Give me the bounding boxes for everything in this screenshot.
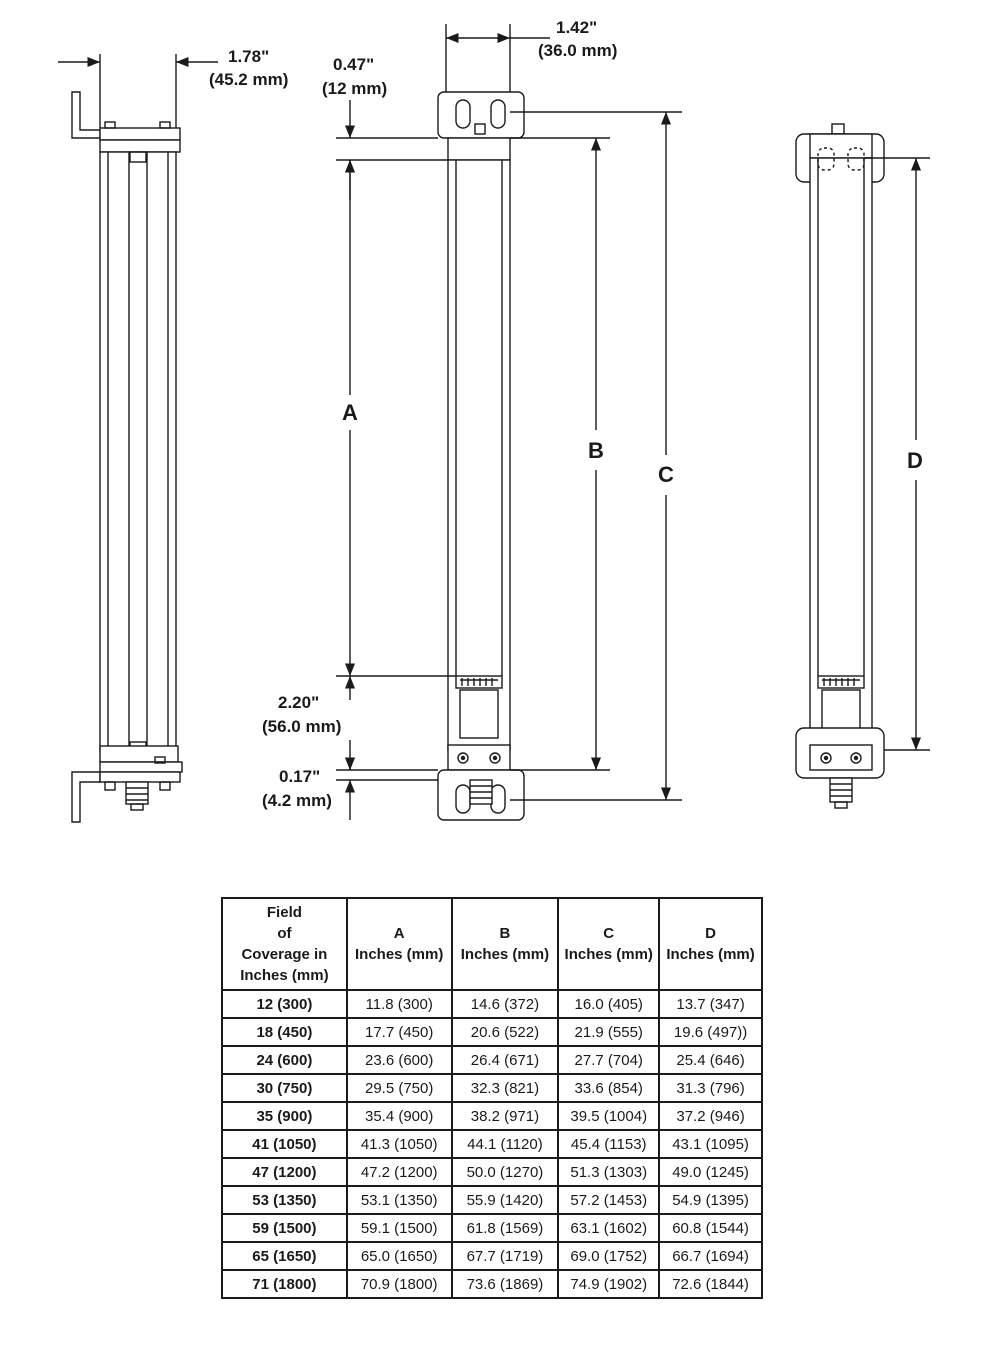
table-cell: 41.3 (1050): [347, 1130, 452, 1158]
table-cell: 54.9 (1395): [659, 1186, 762, 1214]
table-cell: 43.1 (1095): [659, 1130, 762, 1158]
rear-view: [796, 124, 884, 808]
bottom-window-dimension: [336, 676, 438, 770]
table-row: [222, 990, 762, 1018]
table-cell: 31.3 (796): [659, 1074, 762, 1102]
front-view: [438, 92, 524, 820]
table-cell: 35.4 (900): [347, 1102, 452, 1130]
header-field-of-coverage: [222, 898, 347, 990]
table-cell-coverage: 24 (600): [222, 1046, 347, 1074]
top-offset-inches-label: 0.47": [333, 55, 375, 74]
table-row: [222, 1270, 762, 1298]
table-cell: 72.6 (1844): [659, 1270, 762, 1298]
table-cell: 61.8 (1569): [452, 1214, 559, 1242]
table-row: [222, 1158, 762, 1186]
table-body: [222, 990, 762, 1298]
table-cell: 25.4 (646): [659, 1046, 762, 1074]
bracket-inches-label: 1.42": [556, 18, 598, 37]
bracket-mm-label: (36.0 mm): [538, 41, 618, 60]
table-cell-coverage: 59 (1500): [222, 1214, 347, 1242]
table-row: [222, 1074, 762, 1102]
table-row: [222, 1046, 762, 1074]
table-row: [222, 1186, 762, 1214]
table-cell: 73.6 (1869): [452, 1270, 559, 1298]
top-offset-dimension: [336, 100, 448, 200]
table-cell: 14.6 (372): [452, 990, 559, 1018]
table-cell: 38.2 (971): [452, 1102, 559, 1130]
label-a: A: [342, 400, 358, 425]
bottom-window-inches-label: 2.20": [278, 693, 320, 712]
table-cell: 45.4 (1153): [558, 1130, 659, 1158]
table-cell: 32.3 (821): [452, 1074, 559, 1102]
header-line: Inches (mm): [240, 967, 329, 984]
table-cell-coverage: 30 (750): [222, 1074, 347, 1102]
table-row: [222, 1130, 762, 1158]
table-cell: 57.2 (1453): [558, 1186, 659, 1214]
table-cell-coverage: 18 (450): [222, 1018, 347, 1046]
width-inches-label: 1.78": [228, 47, 270, 66]
table-cell: 53.1 (1350): [347, 1186, 452, 1214]
table-cell: 21.9 (555): [558, 1018, 659, 1046]
header-line: B: [499, 925, 511, 942]
table-row: [222, 1242, 762, 1270]
table-cell: 29.5 (750): [347, 1074, 452, 1102]
header-line: Inches (mm): [460, 946, 550, 963]
table-cell-coverage: 47 (1200): [222, 1158, 347, 1186]
table-cell: 19.6 (497)): [659, 1018, 762, 1046]
table-row: [222, 1214, 762, 1242]
table-cell-coverage: 41 (1050): [222, 1130, 347, 1158]
table-cell-coverage: 35 (900): [222, 1102, 347, 1130]
table-cell: 70.9 (1800): [347, 1270, 452, 1298]
table-cell: 66.7 (1694): [659, 1242, 762, 1270]
table-cell: 11.8 (300): [347, 990, 452, 1018]
table-cell: 51.3 (1303): [558, 1158, 659, 1186]
header-line: C: [603, 925, 615, 942]
table-cell: 26.4 (671): [452, 1046, 559, 1074]
table-cell-coverage: 12 (300): [222, 990, 347, 1018]
top-offset-mm-label: (12 mm): [322, 79, 388, 98]
table-cell: 50.0 (1270): [452, 1158, 559, 1186]
table-cell: 37.2 (946): [659, 1102, 762, 1130]
label-c: C: [658, 462, 674, 487]
bottom-window-mm-label: (56.0 mm): [262, 717, 342, 736]
table-cell: 65.0 (1650): [347, 1242, 452, 1270]
bottom-offset-dimension: [336, 758, 438, 820]
header-line: Inches (mm): [666, 946, 755, 963]
table-cell: 74.9 (1902): [558, 1270, 659, 1298]
table-cell: 55.9 (1420): [452, 1186, 559, 1214]
bracket-dimension: [446, 24, 550, 92]
table-cell: 49.0 (1245): [659, 1158, 762, 1186]
side-view: [72, 92, 182, 822]
table-cell-coverage: 65 (1650): [222, 1242, 347, 1270]
table-cell: 13.7 (347): [659, 990, 762, 1018]
width-dimension: [58, 54, 218, 128]
header-line: A: [393, 925, 405, 942]
table-row: [222, 1102, 762, 1130]
header-b: [452, 898, 559, 990]
header-line: Inches (mm): [355, 946, 444, 963]
table-cell: 27.7 (704): [558, 1046, 659, 1074]
table-cell: 60.8 (1544): [659, 1214, 762, 1242]
header-line: Field: [266, 904, 302, 921]
table-cell-coverage: 53 (1350): [222, 1186, 347, 1214]
dimensions-table: [221, 897, 763, 1299]
table-cell: 20.6 (522): [452, 1018, 559, 1046]
table-cell-coverage: 71 (1800): [222, 1270, 347, 1298]
table-cell: 63.1 (1602): [558, 1214, 659, 1242]
header-line: Coverage in: [241, 946, 328, 963]
table-cell: 67.7 (1719): [452, 1242, 559, 1270]
header-c: [558, 898, 659, 990]
table-header-row: [222, 898, 762, 990]
header-d: [659, 898, 762, 990]
table-row: [222, 1018, 762, 1046]
header-line: Inches (mm): [564, 946, 653, 963]
header-line: D: [705, 925, 716, 942]
table-cell: 33.6 (854): [558, 1074, 659, 1102]
header-a: [347, 898, 452, 990]
table-cell: 44.1 (1120): [452, 1130, 559, 1158]
bottom-offset-inches-label: 0.17": [279, 767, 321, 786]
table-cell: 47.2 (1200): [347, 1158, 452, 1186]
table-cell: 16.0 (405): [558, 990, 659, 1018]
table-cell: 69.0 (1752): [558, 1242, 659, 1270]
table-cell: 59.1 (1500): [347, 1214, 452, 1242]
width-mm-label: (45.2 mm): [209, 70, 289, 89]
table-cell: 17.7 (450): [347, 1018, 452, 1046]
label-b: B: [588, 438, 604, 463]
bottom-offset-mm-label: (4.2 mm): [262, 791, 332, 810]
header-line: of: [277, 925, 292, 942]
table-cell: 39.5 (1004): [558, 1102, 659, 1130]
table-cell: 23.6 (600): [347, 1046, 452, 1074]
label-d: D: [907, 448, 923, 473]
